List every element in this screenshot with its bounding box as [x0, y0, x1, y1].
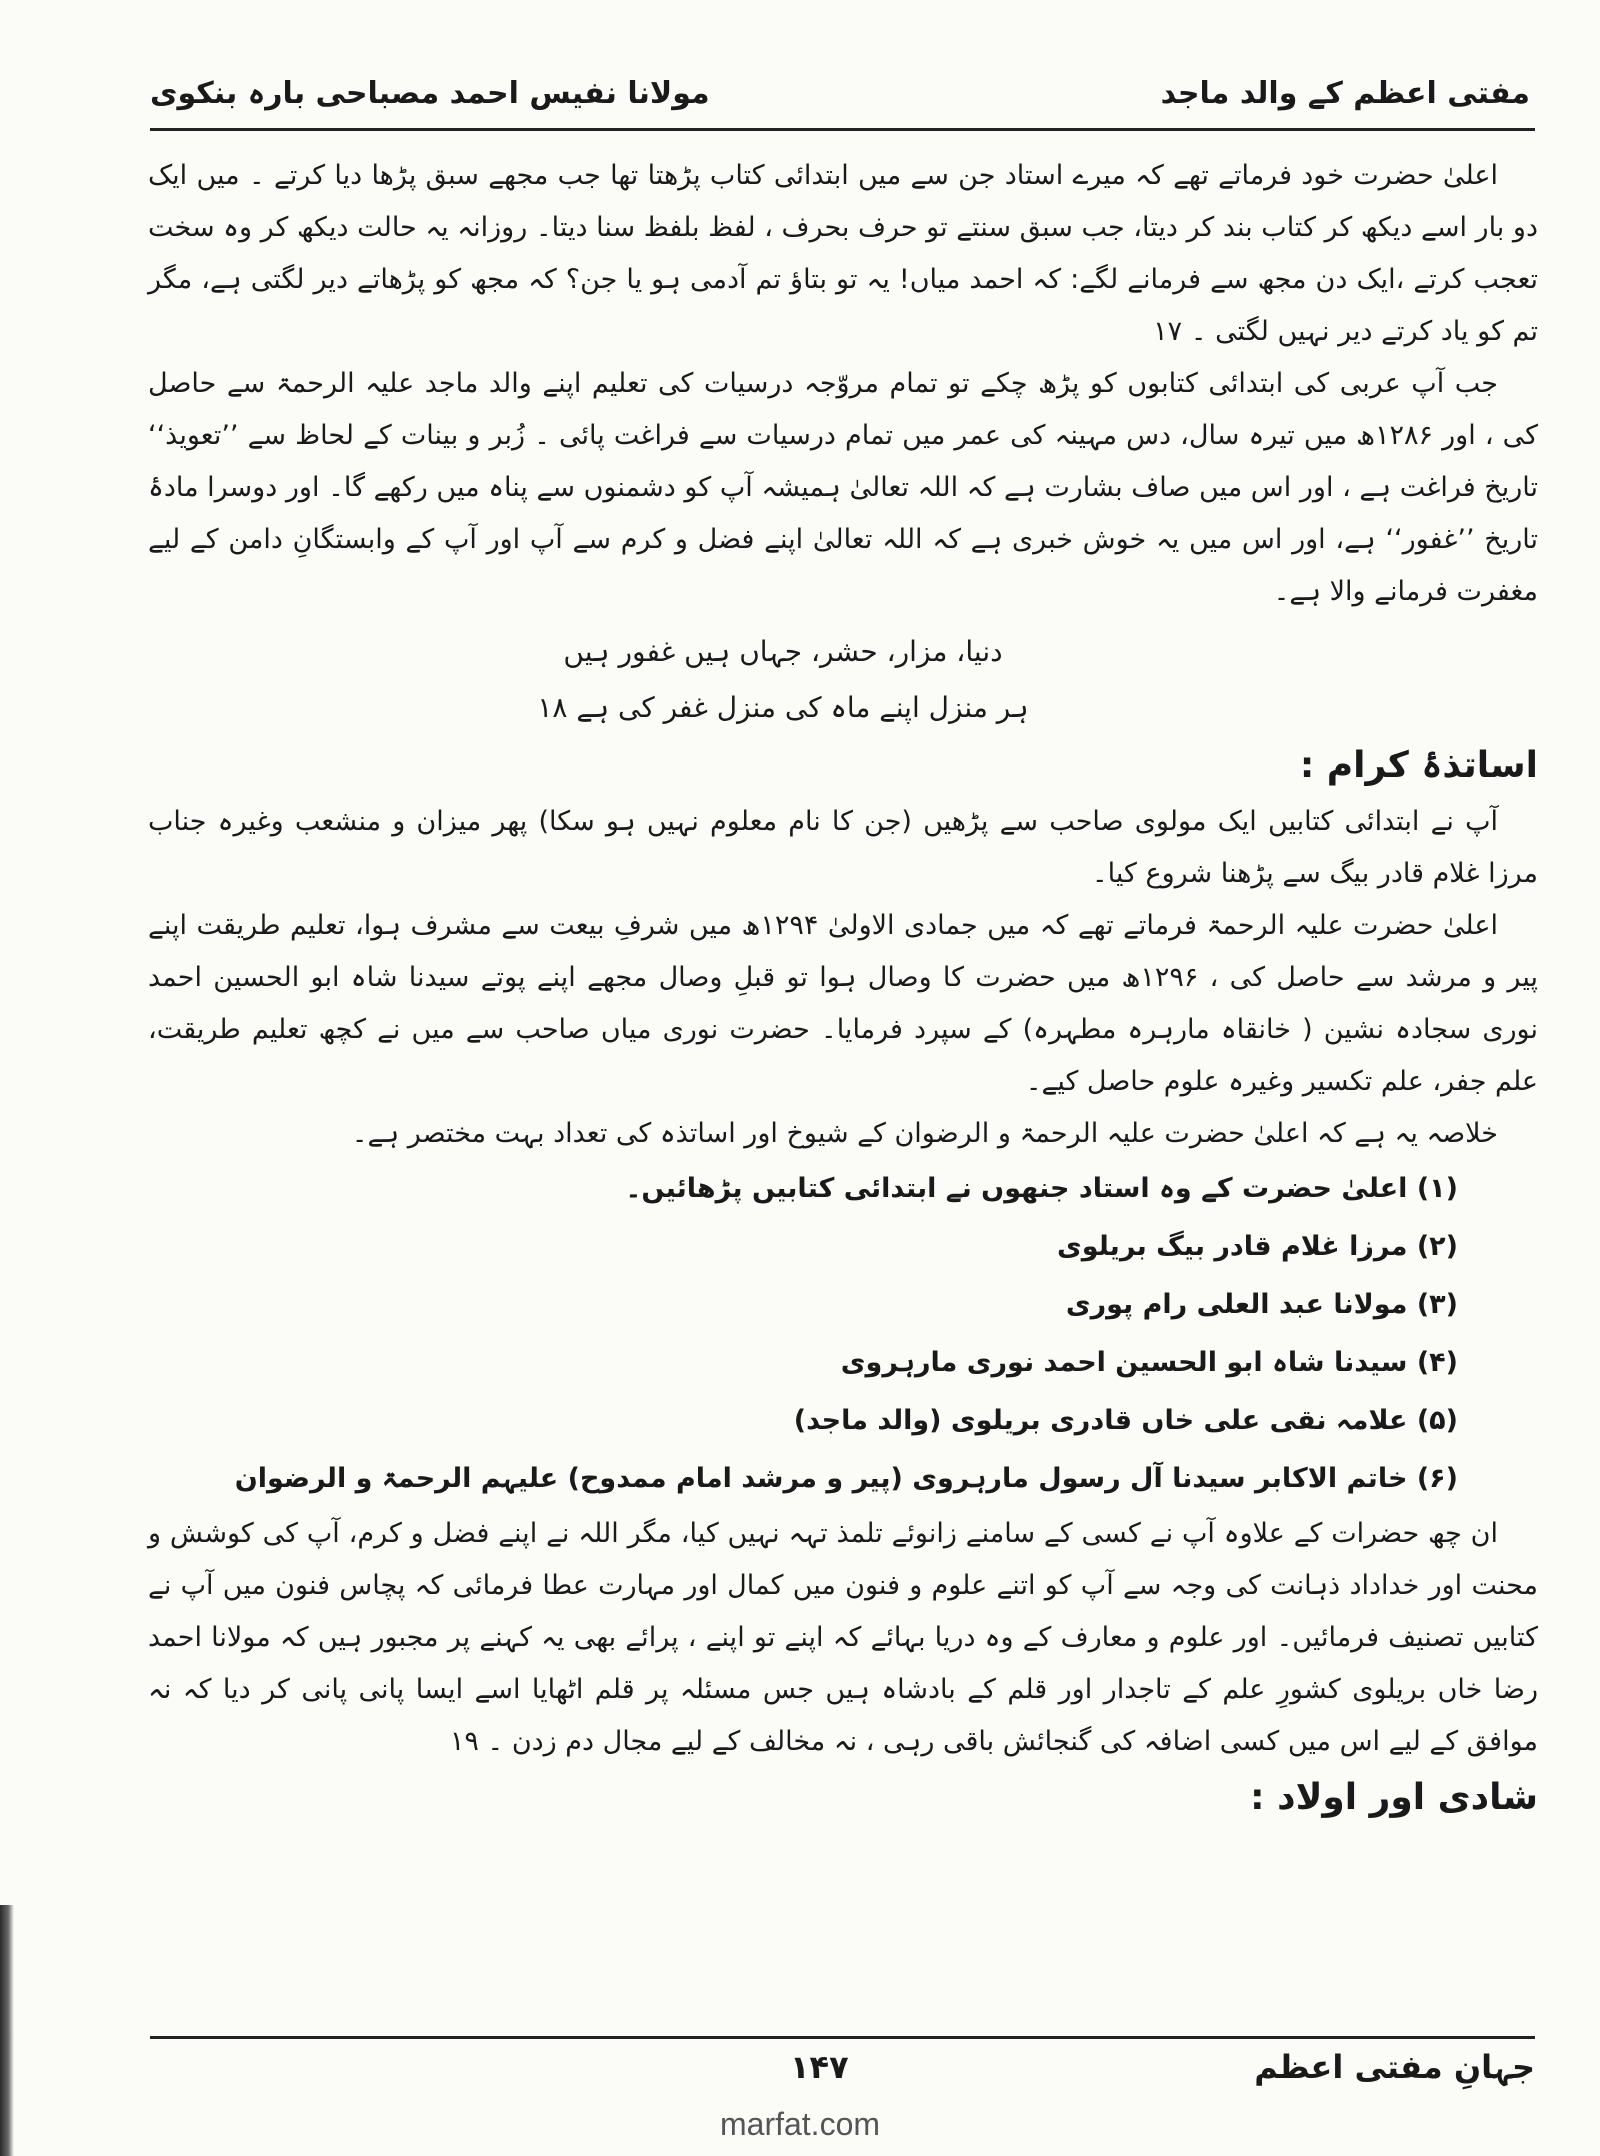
- author-name: مولانا نفیس احمد مصباحی بارہ بنکوی: [150, 76, 710, 111]
- paragraph: جب آپ عربی کی ابتدائی کتابوں کو پڑھ چکے تو تمام مروّجہ درسیات کی تعلیم اپنے والد ماجد علیہ الرحمۃ سے حاصل کی ، اور ۱۲۸۶ھ میں تیرہ سال، دس مہینہ کی عمر میں تمام درسیات سے فراغت پائی ۔ زُبر و بینات کے لحاظ سے ’’تعویذ‘‘ تاریخ فراغت ہے ، اور اس میں صاف بشارت ہے کہ اللہ تعالیٰ ہمیشہ آپ کو دشمنوں سے پناہ میں رکھے گا۔ اور دوسرا مادۂ تاریخ ’’غفور‘‘ ہے، اور اس میں یہ خوش خبری ہے کہ اللہ تعالیٰ اپنے فضل و کرم سے آپ اور آپ کے وابستگانِ دامن کے لیے مغفرت فرمانے والا ہے۔: [148, 368, 1538, 607]
- list-item: (۳) مولانا عبد العلی رام پوری: [1065, 1289, 1458, 1320]
- paragraph: اعلیٰ حضرت خود فرماتے تھے کہ میرے استاد جن سے میں ابتدائی کتاب پڑھتا تھا جب مجھے سبق پڑھا دیا کرتے ۔ میں ایک دو بار اسے دیکھ کر کتاب بند کر دیتا، جب سبق سنتے تو حرف بحرف ، لفظ بلفظ سنا دیتا۔ روزانہ یہ حالت دیکھ کر وہ سخت تعجب کرتے ،ایک دن مجھ سے فرمانے لگے: کہ احمد میاں! یہ تو بتاؤ تم آدمی ہو یا جن؟ کہ مجھ کو پڑھاتے دیر لگتی ہے، مگر تم کو یاد کرتے دیر نہیں لگتی ۔ ۱۷: [148, 160, 1538, 347]
- chapter-title: مفتی اعظم کے والد ماجد: [1160, 76, 1530, 111]
- section-heading-marriage: شادی اور اولاد :: [1250, 1777, 1538, 1818]
- paragraph: اعلیٰ حضرت علیہ الرحمۃ فرماتے تھے کہ میں جمادی الاولیٰ ۱۲۹۴ھ میں شرفِ بیعت سے مشرف ہوا، تعلیم طریقت اپنے پیر و مرشد سے حاصل کی ، ۱۲۹۶ھ میں حضرت کا وصال ہوا تو قبلِ وصال مجھے اپنے پوتے سیدنا شاہ ابو الحسین احمد نوری سجادہ نشین ( خانقاہ مارہرہ مطہرہ) کے سپرد فرمایا۔ حضرت نوری میاں صاحب سے میں نے کچھ تعلیم طریقت، علم جفر، علم تکسیر وغیرہ علوم حاصل کیے۔: [148, 910, 1538, 1097]
- book-title: جہانِ مفتی اعظم: [1254, 2048, 1535, 2086]
- list-item: (۲) مرزا غلام قادر بیگ بریلوی: [1056, 1231, 1458, 1262]
- page-body: [148, 150, 1538, 1828]
- footer-rule: [150, 2036, 1535, 2039]
- paragraph: آپ نے ابتدائی کتابیں ایک مولوی صاحب سے پڑھیں (جن کا نام معلوم نہیں ہو سکا) پھر میزان و منشعب وغیرہ جناب مرزا غلام قادر بیگ سے پڑھنا شروع کیا۔: [148, 806, 1538, 889]
- running-footer: [150, 2048, 1535, 2108]
- list-item: (۱) اعلیٰ حضرت کے وہ استاد جنھوں نے ابتدائی کتابیں پڑھائیں۔: [625, 1173, 1458, 1204]
- verse-line: ہر منزل اپنے ماہ کی منزل غفر کی ہے ۱۸: [537, 691, 1029, 724]
- list-item: (۵) علامہ نقی علی خاں قادری بریلوی (والد ماجد): [793, 1405, 1458, 1436]
- list-item: (۴) سیدنا شاہ ابو الحسین احمد نوری مارہروی: [840, 1347, 1458, 1378]
- watermark: marfat.com: [719, 2106, 881, 2142]
- header-rule: [150, 128, 1535, 131]
- list-item: (۶) خاتم الاکابر سیدنا آل رسول مارہروی (پیر و مرشد امام ممدوح) علیہم الرحمۃ و الرضوان: [234, 1463, 1458, 1494]
- running-header: [150, 70, 1530, 130]
- teachers-list: [148, 1160, 1538, 1508]
- paragraph: ان چھ حضرات کے علاوہ آپ نے کسی کے سامنے زانوئے تلمذ تہہ نہیں کیا، مگر اللہ نے اپنے فضل و کرم، آپ کی کوشش و محنت اور خداداد ذہانت کی وجہ سے آپ کو اتنے علوم و فنون میں کمال اور مہارت عطا فرمائی کہ پچاس فنون میں آپ نے کتابیں تصنیف فرمائیں۔ اور علوم و معارف کے وہ دریا بہائے کہ اپنے تو اپنے ، پرائے بھی یہ کہنے پر مجبور ہیں کہ مولانا احمد رضا خاں بریلوی کشورِ علم کے تاجدار اور قلم کے بادشاہ ہیں جس مسئلہ پر قلم اٹھایا اسے ایسا پانی پانی کر دیا کہ نہ موافق کے لیے اس میں کسی اضافہ کی گنجائش باقی رہی ، نہ مخالف کے لیے مجال دم زدن ۔ ۱۹: [148, 1518, 1538, 1757]
- verse-block: [148, 624, 1538, 736]
- paragraph: خلاصہ یہ ہے کہ اعلیٰ حضرت علیہ الرحمۃ و الرضوان کے شیوخ اور اساتذہ کی تعداد بہت مختصر ہے۔: [351, 1118, 1498, 1149]
- section-heading-teachers: اساتذۂ کرام :: [1299, 745, 1538, 786]
- page-number: ۱۴۷: [790, 2048, 849, 2086]
- verse-line: دنیا، مزار، حشر، جہاں ہیں غفور ہیں: [563, 635, 1003, 668]
